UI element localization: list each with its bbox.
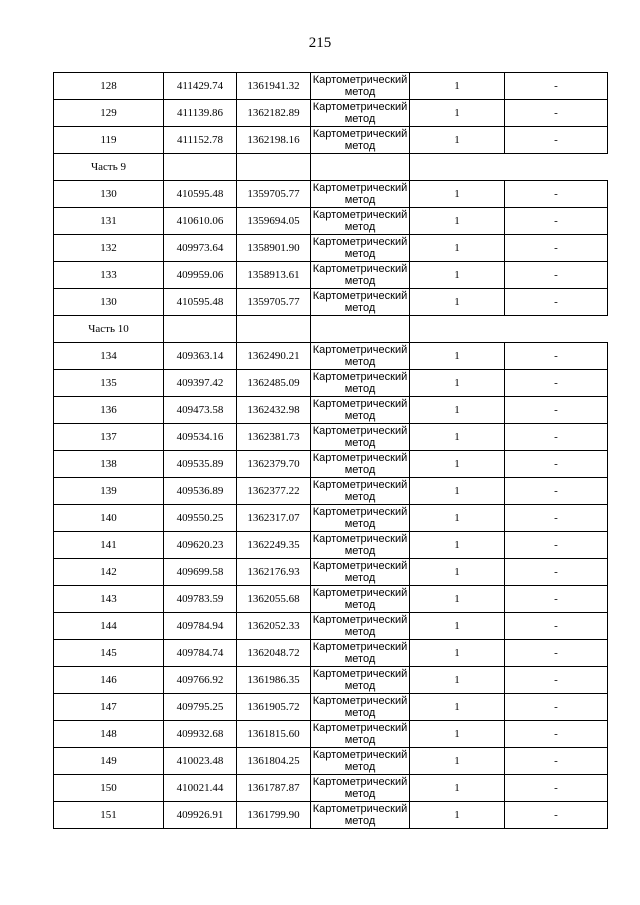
note-cell: - xyxy=(505,802,608,829)
x-coordinate-cell: 409550.25 xyxy=(164,505,237,532)
y-coordinate-cell: 1361941.32 xyxy=(237,73,311,100)
y-coordinate-cell: 1358913.61 xyxy=(237,262,311,289)
accuracy-cell: 1 xyxy=(410,532,505,559)
y-coordinate-cell: 1361787.87 xyxy=(237,775,311,802)
accuracy-cell: 1 xyxy=(410,235,505,262)
x-coordinate-cell: 409926.91 xyxy=(164,802,237,829)
accuracy-cell: 1 xyxy=(410,667,505,694)
accuracy-cell: 1 xyxy=(410,775,505,802)
x-coordinate-cell: 409536.89 xyxy=(164,478,237,505)
method-cell xyxy=(311,505,410,532)
note-cell: - xyxy=(505,748,608,775)
table-row xyxy=(54,343,608,370)
method-cell xyxy=(311,613,410,640)
method-cell xyxy=(311,559,410,586)
x-coordinate-cell: 409795.25 xyxy=(164,694,237,721)
method-text-line: Картометрический xyxy=(312,74,408,86)
x-coordinate-cell: 411152.78 xyxy=(164,127,237,154)
note-cell: - xyxy=(505,478,608,505)
x-coordinate-cell: 410021.44 xyxy=(164,775,237,802)
method-cell xyxy=(311,586,410,613)
x-coordinate-cell: 409620.23 xyxy=(164,532,237,559)
page-number: 215 xyxy=(308,35,332,51)
x-coordinate-cell: 409784.94 xyxy=(164,613,237,640)
table-row xyxy=(54,802,608,829)
point-number-cell: 131 xyxy=(54,208,164,235)
method-text-line: Картометрический xyxy=(312,182,408,194)
note-cell: - xyxy=(505,235,608,262)
method-cell xyxy=(311,208,410,235)
method-text-line: Картометрический xyxy=(312,236,408,248)
x-coordinate-cell: 410595.48 xyxy=(164,289,237,316)
method-text-line: Картометрический xyxy=(312,371,408,383)
y-coordinate-cell: 1362381.73 xyxy=(237,424,311,451)
point-number-cell: 119 xyxy=(54,127,164,154)
x-coordinate-cell: 409534.16 xyxy=(164,424,237,451)
point-number-cell: 138 xyxy=(54,451,164,478)
method-text-line: метод xyxy=(344,86,376,98)
y-coordinate-cell: 1362377.22 xyxy=(237,478,311,505)
point-number-cell: 129 xyxy=(54,100,164,127)
table-row xyxy=(54,397,608,424)
accuracy-cell: 1 xyxy=(410,262,505,289)
accuracy-cell: 1 xyxy=(410,640,505,667)
table-row xyxy=(54,424,608,451)
method-text-line: метод xyxy=(344,788,376,800)
empty-cell xyxy=(237,154,311,181)
table-row xyxy=(54,505,608,532)
accuracy-cell: 1 xyxy=(410,343,505,370)
point-number-cell: 150 xyxy=(54,775,164,802)
method-text-line: Картометрический xyxy=(312,263,408,275)
method-text-line: Картометрический xyxy=(312,668,408,680)
method-cell xyxy=(311,802,410,829)
table-row xyxy=(54,667,608,694)
method-text-line: метод xyxy=(344,545,376,557)
method-text-line: Картометрический xyxy=(312,803,408,815)
method-text-line: метод xyxy=(344,491,376,503)
y-coordinate-cell: 1362052.33 xyxy=(237,613,311,640)
table-row xyxy=(54,235,608,262)
method-text-line: Картометрический xyxy=(312,290,408,302)
empty-cell xyxy=(164,316,237,343)
accuracy-cell: 1 xyxy=(410,586,505,613)
point-number-cell: 142 xyxy=(54,559,164,586)
method-cell xyxy=(311,370,410,397)
accuracy-cell: 1 xyxy=(410,370,505,397)
coordinates-table-body xyxy=(54,73,608,829)
method-text-line: Картометрический xyxy=(312,344,408,356)
y-coordinate-cell: 1362432.98 xyxy=(237,397,311,424)
accuracy-cell: 1 xyxy=(410,694,505,721)
part-header-row xyxy=(54,316,608,343)
method-text-line: метод xyxy=(344,140,376,152)
table-row xyxy=(54,694,608,721)
y-coordinate-cell: 1362485.09 xyxy=(237,370,311,397)
method-text-line: Картометрический xyxy=(312,209,408,221)
method-cell xyxy=(311,289,410,316)
empty-cell xyxy=(311,316,410,343)
y-coordinate-cell: 1361815.60 xyxy=(237,721,311,748)
note-cell: - xyxy=(505,667,608,694)
note-cell: - xyxy=(505,181,608,208)
point-number-cell: 128 xyxy=(54,73,164,100)
table-row xyxy=(54,613,608,640)
coordinates-table xyxy=(53,72,608,829)
method-cell xyxy=(311,721,410,748)
x-coordinate-cell: 410023.48 xyxy=(164,748,237,775)
method-cell xyxy=(311,127,410,154)
accuracy-cell: 1 xyxy=(410,748,505,775)
y-coordinate-cell: 1362182.89 xyxy=(237,100,311,127)
empty-cell xyxy=(164,154,237,181)
accuracy-cell: 1 xyxy=(410,451,505,478)
method-text-line: Картометрический xyxy=(312,695,408,707)
y-coordinate-cell: 1361986.35 xyxy=(237,667,311,694)
y-coordinate-cell: 1362490.21 xyxy=(237,343,311,370)
accuracy-cell: 1 xyxy=(410,73,505,100)
note-cell: - xyxy=(505,127,608,154)
table-row xyxy=(54,73,608,100)
point-number-cell: 135 xyxy=(54,370,164,397)
method-text-line: метод xyxy=(344,734,376,746)
method-text-line: метод xyxy=(344,518,376,530)
note-cell: - xyxy=(505,775,608,802)
method-text-line: метод xyxy=(344,761,376,773)
y-coordinate-cell: 1362055.68 xyxy=(237,586,311,613)
y-coordinate-cell: 1362379.70 xyxy=(237,451,311,478)
method-text-line: метод xyxy=(344,113,376,125)
empty-cell xyxy=(410,154,608,181)
method-text-line: метод xyxy=(344,599,376,611)
x-coordinate-cell: 409699.58 xyxy=(164,559,237,586)
method-text-line: метод xyxy=(344,194,376,206)
method-cell xyxy=(311,694,410,721)
method-cell xyxy=(311,451,410,478)
method-text-line: Картометрический xyxy=(312,479,408,491)
method-text-line: Картометрический xyxy=(312,425,408,437)
method-cell xyxy=(311,424,410,451)
table-row xyxy=(54,451,608,478)
method-text-line: метод xyxy=(344,221,376,233)
point-number-cell: 147 xyxy=(54,694,164,721)
y-coordinate-cell: 1361799.90 xyxy=(237,802,311,829)
empty-cell xyxy=(237,316,311,343)
point-number-cell: 140 xyxy=(54,505,164,532)
x-coordinate-cell: 409535.89 xyxy=(164,451,237,478)
method-cell xyxy=(311,73,410,100)
point-number-cell: 145 xyxy=(54,640,164,667)
accuracy-cell: 1 xyxy=(410,397,505,424)
method-text-line: Картометрический xyxy=(312,101,408,113)
empty-cell xyxy=(410,316,608,343)
method-cell xyxy=(311,748,410,775)
point-number-cell: 133 xyxy=(54,262,164,289)
method-cell xyxy=(311,478,410,505)
method-text-line: Картометрический xyxy=(312,128,408,140)
point-number-cell: 148 xyxy=(54,721,164,748)
note-cell: - xyxy=(505,505,608,532)
method-text-line: Картометрический xyxy=(312,452,408,464)
note-cell: - xyxy=(505,640,608,667)
method-cell xyxy=(311,181,410,208)
method-text-line: Картометрический xyxy=(312,722,408,734)
table-row xyxy=(54,100,608,127)
x-coordinate-cell: 409959.06 xyxy=(164,262,237,289)
note-cell: - xyxy=(505,613,608,640)
point-number-cell: 130 xyxy=(54,181,164,208)
note-cell: - xyxy=(505,694,608,721)
y-coordinate-cell: 1361804.25 xyxy=(237,748,311,775)
x-coordinate-cell: 409784.74 xyxy=(164,640,237,667)
accuracy-cell: 1 xyxy=(410,478,505,505)
x-coordinate-cell: 410610.06 xyxy=(164,208,237,235)
point-number-cell: 132 xyxy=(54,235,164,262)
table-row xyxy=(54,640,608,667)
table-row xyxy=(54,289,608,316)
method-text-line: метод xyxy=(344,464,376,476)
x-coordinate-cell: 409363.14 xyxy=(164,343,237,370)
x-coordinate-cell: 409783.59 xyxy=(164,586,237,613)
note-cell: - xyxy=(505,208,608,235)
x-coordinate-cell: 411429.74 xyxy=(164,73,237,100)
method-text-line: метод xyxy=(344,383,376,395)
table-row xyxy=(54,748,608,775)
table-row xyxy=(54,775,608,802)
part-header-row xyxy=(54,154,608,181)
method-text-line: метод xyxy=(344,815,376,827)
note-cell: - xyxy=(505,73,608,100)
part-label: Часть 9 xyxy=(54,154,164,181)
method-text-line: Картометрический xyxy=(312,614,408,626)
method-text-line: Картометрический xyxy=(312,776,408,788)
table-row xyxy=(54,370,608,397)
accuracy-cell: 1 xyxy=(410,208,505,235)
note-cell: - xyxy=(505,397,608,424)
method-cell xyxy=(311,262,410,289)
table-row xyxy=(54,532,608,559)
part-label: Часть 10 xyxy=(54,316,164,343)
method-text-line: метод xyxy=(344,680,376,692)
point-number-cell: 151 xyxy=(54,802,164,829)
method-text-line: Картометрический xyxy=(312,398,408,410)
y-coordinate-cell: 1362198.16 xyxy=(237,127,311,154)
method-cell xyxy=(311,100,410,127)
accuracy-cell: 1 xyxy=(410,289,505,316)
y-coordinate-cell: 1362249.35 xyxy=(237,532,311,559)
note-cell: - xyxy=(505,262,608,289)
table-row xyxy=(54,127,608,154)
method-text-line: метод xyxy=(344,572,376,584)
point-number-cell: 149 xyxy=(54,748,164,775)
method-text-line: метод xyxy=(344,356,376,368)
method-text-line: метод xyxy=(344,248,376,260)
table-row xyxy=(54,181,608,208)
point-number-cell: 141 xyxy=(54,532,164,559)
method-cell xyxy=(311,775,410,802)
note-cell: - xyxy=(505,451,608,478)
method-cell xyxy=(311,640,410,667)
y-coordinate-cell: 1358901.90 xyxy=(237,235,311,262)
empty-cell xyxy=(311,154,410,181)
point-number-cell: 146 xyxy=(54,667,164,694)
accuracy-cell: 1 xyxy=(410,505,505,532)
note-cell: - xyxy=(505,559,608,586)
method-text-line: метод xyxy=(344,707,376,719)
accuracy-cell: 1 xyxy=(410,424,505,451)
accuracy-cell: 1 xyxy=(410,559,505,586)
point-number-cell: 139 xyxy=(54,478,164,505)
x-coordinate-cell: 409397.42 xyxy=(164,370,237,397)
accuracy-cell: 1 xyxy=(410,613,505,640)
x-coordinate-cell: 409473.58 xyxy=(164,397,237,424)
note-cell: - xyxy=(505,100,608,127)
table-row xyxy=(54,559,608,586)
y-coordinate-cell: 1362176.93 xyxy=(237,559,311,586)
point-number-cell: 143 xyxy=(54,586,164,613)
method-text-line: Картометрический xyxy=(312,560,408,572)
note-cell: - xyxy=(505,586,608,613)
method-text-line: метод xyxy=(344,626,376,638)
accuracy-cell: 1 xyxy=(410,802,505,829)
table-row xyxy=(54,478,608,505)
table-row xyxy=(54,721,608,748)
note-cell: - xyxy=(505,721,608,748)
note-cell: - xyxy=(505,289,608,316)
method-text-line: Картометрический xyxy=(312,506,408,518)
y-coordinate-cell: 1359705.77 xyxy=(237,289,311,316)
method-text-line: Картометрический xyxy=(312,587,408,599)
y-coordinate-cell: 1359705.77 xyxy=(237,181,311,208)
x-coordinate-cell: 409766.92 xyxy=(164,667,237,694)
note-cell: - xyxy=(505,532,608,559)
method-cell xyxy=(311,343,410,370)
method-cell xyxy=(311,532,410,559)
method-text-line: метод xyxy=(344,410,376,422)
y-coordinate-cell: 1362317.07 xyxy=(237,505,311,532)
accuracy-cell: 1 xyxy=(410,721,505,748)
point-number-cell: 144 xyxy=(54,613,164,640)
method-text-line: Картометрический xyxy=(312,641,408,653)
x-coordinate-cell: 411139.86 xyxy=(164,100,237,127)
method-text-line: метод xyxy=(344,302,376,314)
accuracy-cell: 1 xyxy=(410,100,505,127)
method-cell xyxy=(311,397,410,424)
x-coordinate-cell: 409973.64 xyxy=(164,235,237,262)
point-number-cell: 136 xyxy=(54,397,164,424)
y-coordinate-cell: 1361905.72 xyxy=(237,694,311,721)
point-number-cell: 134 xyxy=(54,343,164,370)
point-number-cell: 137 xyxy=(54,424,164,451)
method-text-line: Картометрический xyxy=(312,533,408,545)
accuracy-cell: 1 xyxy=(410,181,505,208)
x-coordinate-cell: 409932.68 xyxy=(164,721,237,748)
accuracy-cell: 1 xyxy=(410,127,505,154)
y-coordinate-cell: 1359694.05 xyxy=(237,208,311,235)
note-cell: - xyxy=(505,424,608,451)
note-cell: - xyxy=(505,370,608,397)
point-number-cell: 130 xyxy=(54,289,164,316)
method-cell xyxy=(311,235,410,262)
method-cell xyxy=(311,667,410,694)
x-coordinate-cell: 410595.48 xyxy=(164,181,237,208)
table-row xyxy=(54,262,608,289)
method-text-line: Картометрический xyxy=(312,749,408,761)
method-text-line: метод xyxy=(344,653,376,665)
table-row xyxy=(54,586,608,613)
table-row xyxy=(54,208,608,235)
method-text-line: метод xyxy=(344,437,376,449)
method-text-line: метод xyxy=(344,275,376,287)
note-cell: - xyxy=(505,343,608,370)
y-coordinate-cell: 1362048.72 xyxy=(237,640,311,667)
